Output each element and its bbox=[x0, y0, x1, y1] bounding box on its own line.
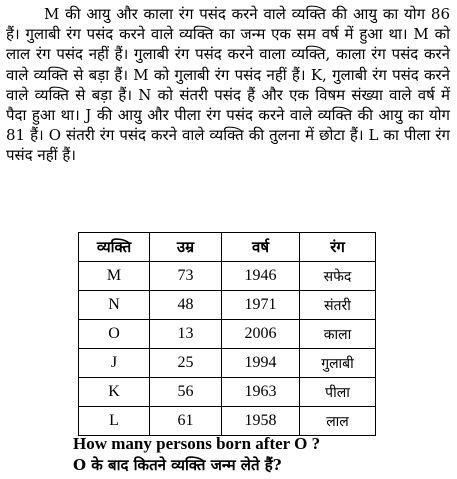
cell-age: 48 bbox=[150, 291, 222, 320]
cell-person: K bbox=[79, 378, 150, 407]
cell-year: 1971 bbox=[222, 291, 300, 320]
table-row bbox=[79, 320, 376, 349]
cell-year: 1994 bbox=[222, 349, 300, 378]
cell-age: 25 bbox=[150, 349, 222, 378]
header-age: उम्र bbox=[150, 233, 222, 262]
cell-year: 2006 bbox=[222, 320, 300, 349]
cell-color: सफेद bbox=[300, 262, 376, 291]
header-year: वर्ष bbox=[222, 233, 300, 262]
cell-age: 56 bbox=[150, 378, 222, 407]
cell-person: J bbox=[79, 349, 150, 378]
cell-color: संतरी bbox=[300, 291, 376, 320]
question-english: How many persons born after O ? bbox=[73, 434, 321, 453]
solution-table bbox=[78, 232, 376, 436]
question-hindi: O के बाद कितने व्यक्ति जन्म लेते हैं? bbox=[73, 456, 282, 474]
table-row bbox=[79, 291, 376, 320]
cell-person: L bbox=[79, 407, 150, 436]
cell-color: लाल bbox=[300, 407, 376, 436]
table-row bbox=[79, 407, 376, 436]
cell-age: 13 bbox=[150, 320, 222, 349]
passage-text: M की आयु और काला रंग पसंद करने वाले व्यक्ति की आयु का योग 86 हैं। गुलाबी रंग पसंद करने वाले व्यक्ति का जन्म एक सम वर्ष में हुआ था। M को लाल रंग पसंद नहीं हैं। गुलाबी रंग पसंद करने वाला व्यक्ति, काला रंग पसंद करने वाले व्यक्ति से बड़ा हैं। M को गुलाबी रंग पसंद नहीं हैं। K, गुलाबी रंग पसंद करने वाले व्यक्ति से बड़ा हैं। N को संतरी पसंद हैं और एक विषम संख्या वाले वर्ष में पैदा हुआ था। J की आयु और पीला रंग पसंद करने वाले व्यक्ति की आयु का योग 81 हैं। O संतरी रंग पसंद करने वाले व्यक्ति की तुलना में छोटा हैं। L का पीला रंग पसंद नहीं हैं। bbox=[6, 5, 450, 165]
cell-person: N bbox=[79, 291, 150, 320]
header-color: रंग bbox=[300, 233, 376, 262]
table-row bbox=[79, 262, 376, 291]
table-row bbox=[79, 349, 376, 378]
cell-color: गुलाबी bbox=[300, 349, 376, 378]
cell-age: 73 bbox=[150, 262, 222, 291]
table-header-row bbox=[79, 233, 376, 262]
cell-year: 1946 bbox=[222, 262, 300, 291]
cell-color: काला bbox=[300, 320, 376, 349]
cell-person: O bbox=[79, 320, 150, 349]
cell-year: 1963 bbox=[222, 378, 300, 407]
cell-year: 1958 bbox=[222, 407, 300, 436]
cell-age: 61 bbox=[150, 407, 222, 436]
cell-person: M bbox=[79, 262, 150, 291]
puzzle-passage bbox=[6, 4, 450, 166]
header-person: व्यक्ति bbox=[79, 233, 150, 262]
cell-color: पीला bbox=[300, 378, 376, 407]
table-row bbox=[79, 378, 376, 407]
